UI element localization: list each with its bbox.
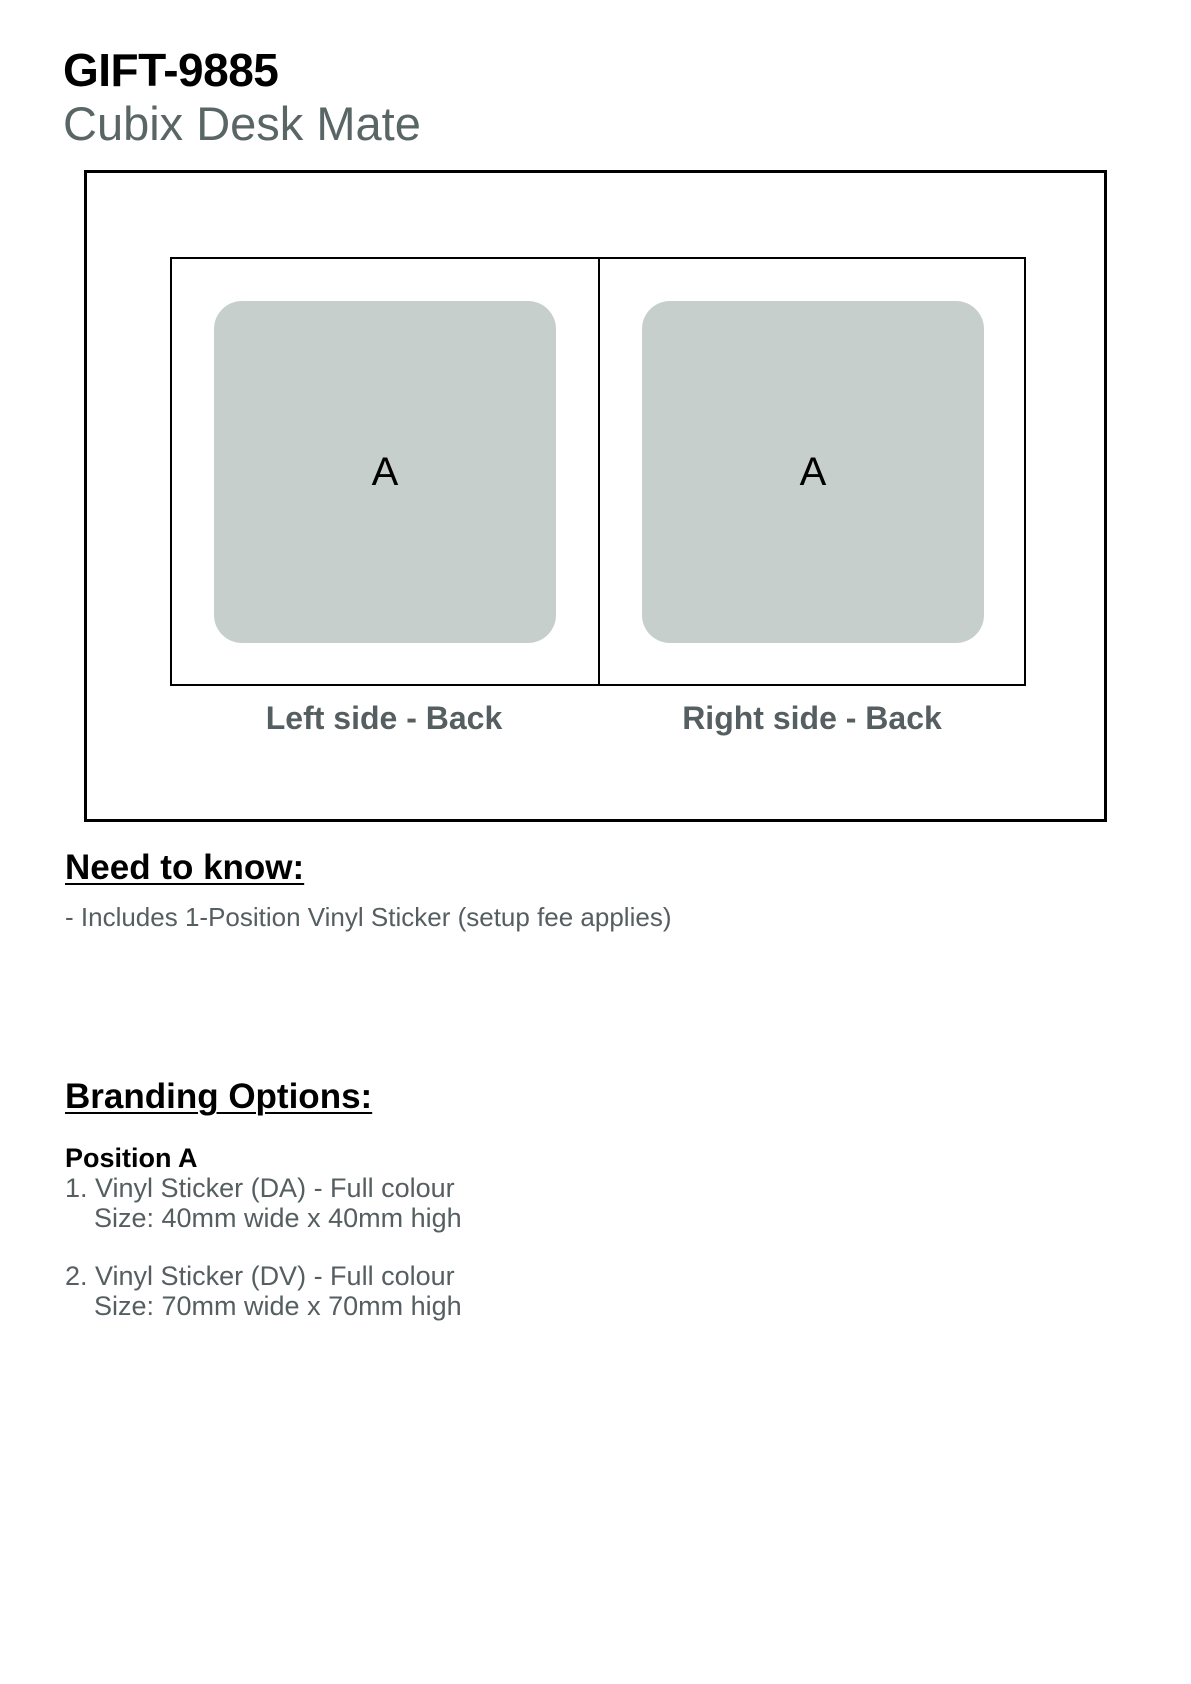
panel-label-right: Right side - Back [682, 700, 942, 736]
branding-option-size: Size: 40mm wide x 40mm high [94, 1203, 462, 1233]
need-to-know-heading: Need to know: [65, 848, 305, 887]
print-area-letter: A [371, 449, 399, 494]
print-area-letter: A [799, 449, 827, 494]
branding-options-heading: Branding Options: [65, 1077, 373, 1116]
panel-label-left: Left side - Back [265, 700, 503, 736]
print-area-a-left [214, 301, 556, 643]
branding-diagram [170, 257, 1026, 686]
print-area-a-right [642, 301, 984, 643]
branding-option-2 [65, 1261, 462, 1321]
panel-left-side-back [172, 259, 598, 684]
product-code: GIFT-9885 [63, 44, 279, 96]
branding-option-line: 1. Vinyl Sticker (DA) - Full colour [65, 1173, 455, 1203]
branding-option-1 [65, 1173, 462, 1233]
product-name: Cubix Desk Mate [63, 97, 421, 150]
panel-right-side-back [598, 259, 1024, 684]
branding-option-line: 2. Vinyl Sticker (DV) - Full colour [65, 1261, 455, 1291]
need-to-know-item: - Includes 1-Position Vinyl Sticker (setup fee applies) [65, 902, 672, 932]
position-a-title: Position A [65, 1143, 198, 1173]
branding-option-size: Size: 70mm wide x 70mm high [94, 1291, 462, 1321]
